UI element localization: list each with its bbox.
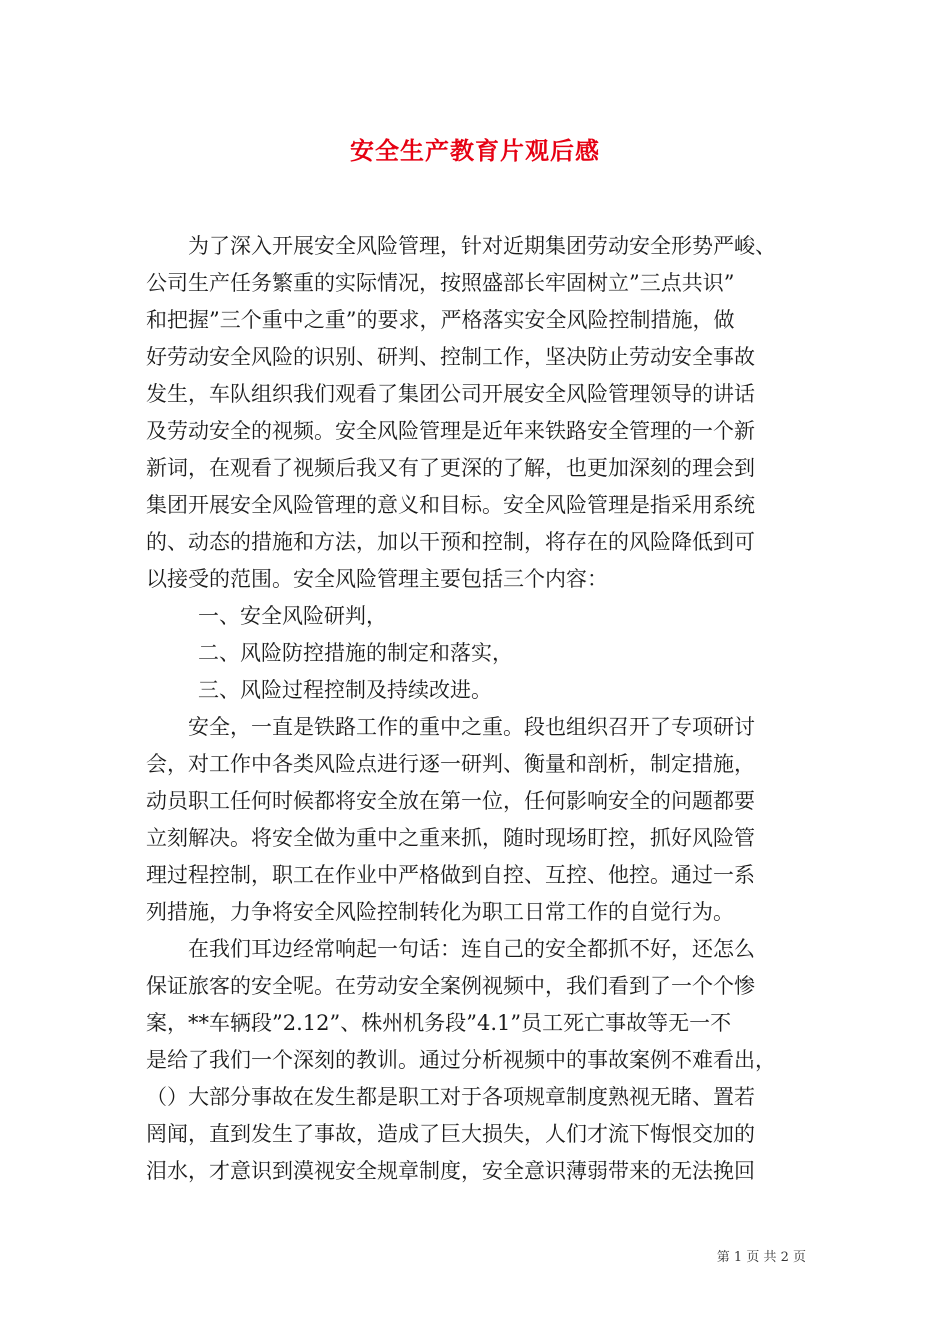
paragraph-safety: [146, 709, 806, 931]
text-line: 是给了我们一个深刻的教训。通过分析视频中的事故案例不难看出，: [146, 1048, 776, 1072]
page-number-footer: 第 1 页 共 2 页: [716, 1250, 806, 1265]
text-line: 案，**车辆段”2.12”、株州机务段”4.1”员工死亡事故等无一不: [146, 1011, 732, 1035]
text-line: 和把握”三个重中之重”的要求，严格落实安全风险控制措施，做: [146, 308, 735, 332]
text-line: 为了深入开展安全风险管理，针对近期集团劳动安全形势严峻、: [188, 234, 776, 258]
list-item: 一、安全风险研判，: [198, 604, 387, 628]
text-line: （）大部分事故在发生都是职工对于各项规章制度熟视无睹、置若: [146, 1085, 755, 1109]
list-item: 三、风险过程控制及持续改进。: [198, 678, 492, 702]
text-line: 新词，在观看了视频后我又有了更深的了解，也更加深刻的理会到: [146, 456, 755, 480]
text-line: 以接受的范围。安全风险管理主要包括三个内容：: [146, 567, 608, 591]
page-title: 安全生产教育片观后感: [350, 136, 600, 165]
list-item: 二、风险防控措施的制定和落实，: [198, 641, 513, 665]
text-line: 发生，车队组织我们观看了集团公司开展安全风险管理领导的讲话: [146, 382, 755, 406]
text-line: 保证旅客的安全呢。在劳动安全案例视频中，我们看到了一个个惨: [146, 974, 755, 998]
text-line: 泪水，才意识到漠视安全规章制度，安全意识薄弱带来的无法挽回: [146, 1159, 755, 1183]
text-line: 安全，一直是铁路工作的重中之重。段也组织召开了专项研讨: [188, 715, 755, 739]
paragraph-intro: [146, 228, 806, 598]
text-line: 好劳动安全风险的识别、研判、控制工作，坚决防止劳动安全事故: [146, 345, 755, 369]
text-line: 理过程控制，职工在作业中严格做到自控、互控、他控。通过一系: [146, 863, 755, 887]
paragraph-cases: [146, 931, 806, 1190]
text-line: 会，对工作中各类风险点进行逐一研判、衡量和剖析，制定措施，: [146, 752, 755, 776]
text-line: 的、动态的措施和方法，加以干预和控制，将存在的风险降低到可: [146, 530, 755, 554]
text-line: 公司生产任务繁重的实际情况，按照盛部长牢固树立”三点共识”: [146, 271, 735, 295]
text-line: 动员职工任何时候都将安全放在第一位，任何影响安全的问题都要: [146, 789, 755, 813]
document-body: [146, 228, 806, 1190]
text-line: 列措施，力争将安全风险控制转化为职工日常工作的自觉行为。: [146, 900, 734, 924]
text-line: 立刻解决。将安全做为重中之重来抓，随时现场盯控，抓好风险管: [146, 826, 755, 850]
text-line: 及劳动安全的视频。安全风险管理是近年来铁路安全管理的一个新: [146, 419, 755, 443]
text-line: 集团开展安全风险管理的意义和目标。安全风险管理是指采用系统: [146, 493, 755, 517]
text-line: 在我们耳边经常响起一句话：连自己的安全都抓不好，还怎么: [188, 937, 755, 961]
text-line: 罔闻，直到发生了事故，造成了巨大损失，人们才流下悔恨交加的: [146, 1122, 755, 1146]
